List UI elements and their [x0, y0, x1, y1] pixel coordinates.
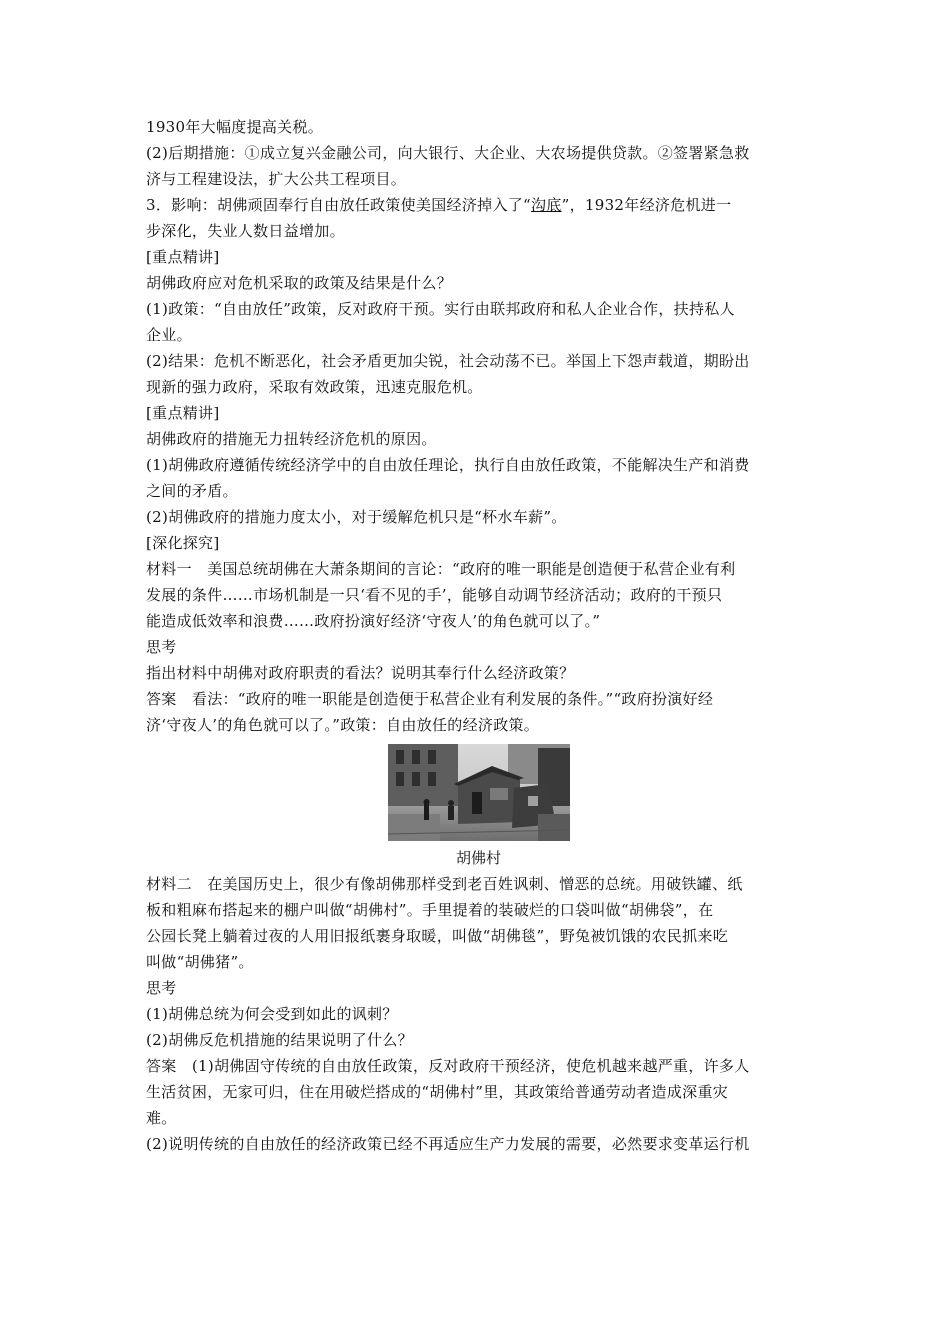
- question-line: 胡佛政府应对危机采取的政策及结果是什么？: [146, 274, 453, 292]
- text-line-impact: [146, 192, 811, 218]
- answer-line: 难。: [146, 1109, 177, 1127]
- answer-line: 济‘守夜人’的角色就可以了。”政策：自由放任的经济政策。: [146, 716, 540, 734]
- answer-line: 答案 看法：“政府的唯一职能是创造便于私营企业有利发展的条件。”“政府扮演好经: [146, 690, 714, 708]
- text-line: (2)胡佛政府的措施力度太小，对于缓解危机只是“杯水车薪”。: [146, 508, 567, 526]
- question-line: (1)胡佛总统为何会受到如此的讽刺？: [146, 1005, 398, 1023]
- hooverville-photo: [388, 744, 570, 841]
- material-line: 材料二 在美国历史上，很少有像胡佛那样受到老百姓讽刺、憎恶的总统。用破铁罐、纸: [146, 875, 743, 893]
- material-line: 材料一 美国总统胡佛在大萧条期间的言论：“政府的唯一职能是创造便于私营企业有利: [146, 560, 736, 578]
- question-line: 胡佛政府的措施无力扭转经济危机的原因。: [146, 430, 437, 448]
- answer-line: (2)说明传统的自由放任的经济政策已经不再适应生产力发展的需要，必然要求变革运行机: [146, 1135, 750, 1153]
- material-line: 能造成低效率和浪费……政府扮演好经济‘守夜人’的角色就可以了。”: [146, 612, 601, 630]
- text-line: (1)胡佛政府遵循传统经济学中的自由放任理论，执行自由放任政策，不能解决生产和消费: [146, 456, 750, 474]
- document-page: [146, 114, 811, 1157]
- underlined-term: 沟底: [531, 196, 562, 214]
- text-segment: ”，1932年经济危机进一: [561, 196, 732, 214]
- material-line: 叫做“胡佛猪”。: [146, 953, 254, 971]
- think-heading: 思考: [146, 638, 177, 656]
- text-line: 之间的矛盾。: [146, 482, 238, 500]
- section-heading: [深化探究]: [146, 534, 220, 552]
- question-line: 指出材料中胡佛对政府职责的看法？说明其奉行什么经济政策？: [146, 664, 575, 682]
- text-line: 现新的强力政府，采取有效政策，迅速克服危机。: [146, 378, 483, 396]
- section-heading: [重点精讲]: [146, 248, 220, 266]
- text-line: (2)结果：危机不断恶化，社会矛盾更加尖锐，社会动荡不已。举国上下怨声载道，期盼出: [146, 352, 750, 370]
- text-line: 济与工程建设法，扩大公共工程项目。: [146, 170, 407, 188]
- section-heading: [重点精讲]: [146, 404, 220, 422]
- text-line: (1)政策：“自由放任”政策，反对政府干预。实行由联邦政府和私人企业合作，扶持私人: [146, 300, 735, 318]
- think-heading: 思考: [146, 979, 177, 997]
- text-line: (2)后期措施：①成立复兴金融公司，向大银行、大企业、大农场提供贷款。②签署紧急救: [146, 144, 750, 162]
- answer-line: 答案 (1)胡佛固守传统的自由放任政策，反对政府干预经济，使危机越来越严重，许多人: [146, 1057, 750, 1075]
- question-line: (2)胡佛反危机措施的结果说明了什么？: [146, 1031, 413, 1049]
- material-line: 板和粗麻布搭起来的棚户叫做“胡佛村”。手里提着的装破烂的口袋叫做“胡佛袋”，在: [146, 901, 714, 919]
- figure-hooverville: [146, 744, 811, 871]
- material-line: 发展的条件……市场机制是一只‘看不见的手’，能够自动调节经济活动；政府的干预只: [146, 586, 723, 604]
- text-line: 1930年大幅度提高关税。: [146, 118, 324, 136]
- material-line: 公园长凳上躺着过夜的人用旧报纸裹身取暖，叫做“胡佛毯”，野兔被饥饿的农民抓来吃: [146, 927, 729, 945]
- answer-line: 生活贫困，无家可归，住在用破烂搭成的“胡佛村”里，其政策给普通劳动者造成深重灾: [146, 1083, 729, 1101]
- text-segment: 3．影响：胡佛顽固奉行自由放任政策使美国经济掉入了“: [146, 196, 532, 214]
- text-line: 企业。: [146, 326, 192, 344]
- figure-caption: 胡佛村: [455, 849, 501, 867]
- text-line: 步深化，失业人数日益增加。: [146, 222, 345, 240]
